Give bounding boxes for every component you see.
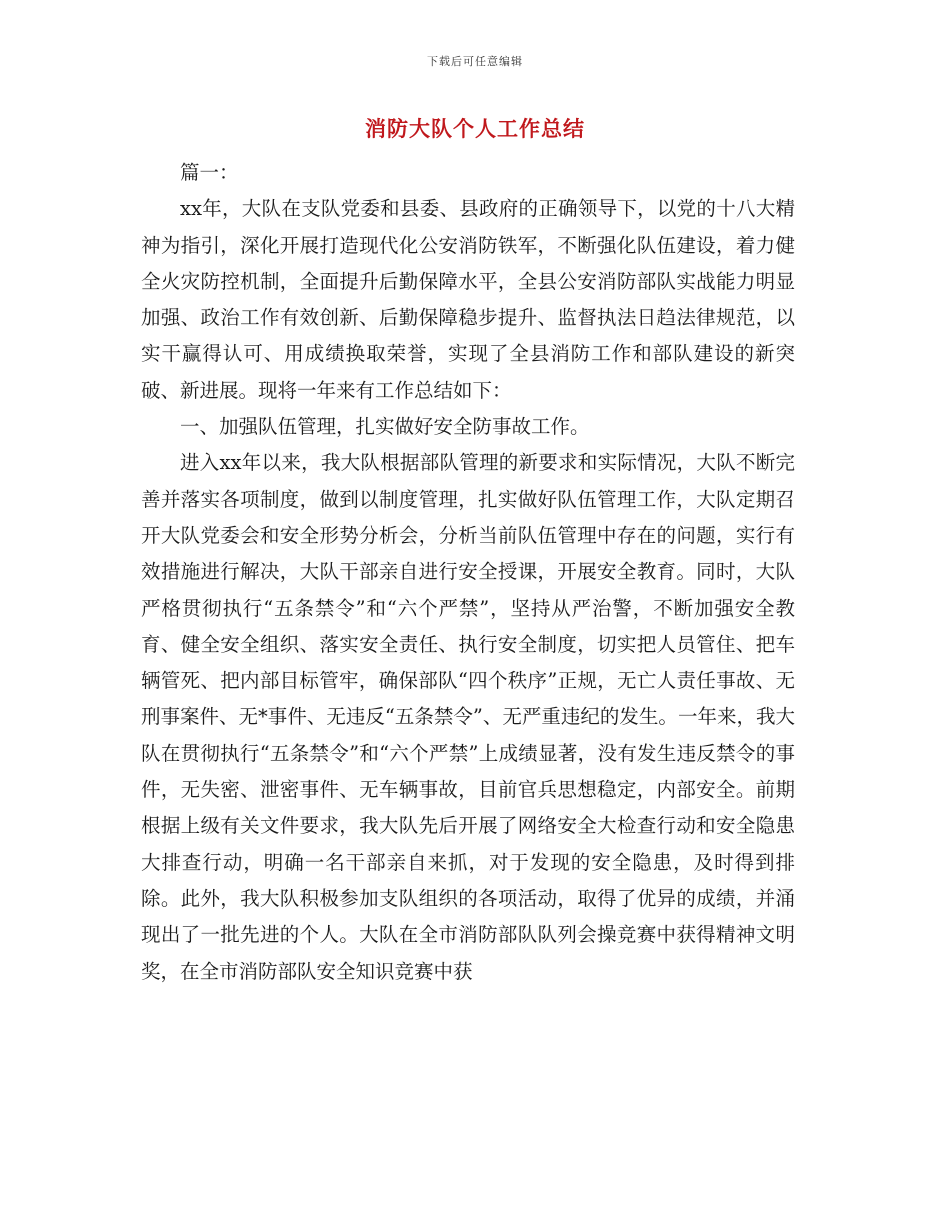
section-heading: 一、加强队伍管理，扎实做好安全防事故工作。 [180, 415, 590, 439]
section-label: 篇一： [180, 161, 239, 184]
intro-paragraph: xx年，大队在支队党委和县委、县政府的正确领导下，以党的十八大精神为指引，深化开展打造现代化公安消防铁军，不断强化队伍建设，着力健全火灾防控机制，全面提升后勤保障水平，全县公安消防部队实战能力明显加强、政治工作有效创新、后勤保障稳步提升、监督执法日趋法律规范，以实干赢得认可、用成绩换取荣誉，实现了全县消防工作和部队建设的新突破、新进展。现将一年来有工作总结如下： [141, 197, 795, 402]
body-paragraph: 进入xx年以来，我大队根据部队管理的新要求和实际情况，大队不断完善并落实各项制度，做到以制度管理，扎实做好队伍管理工作，大队定期召开大队党委会和安全形势分析会，分析当前队伍管理中存在的问题，实行有效措施进行解决，大队干部亲自进行安全授课，开展安全教育。同时，大队严格贯彻执行“五条禁令”和“六个严禁”，坚持从严治警，不断加强安全教育、健全安全组织、落实安全责任、执行安全制度，切实把人员管住、把车辆管死、把内部目标管牢，确保部队“四个秩序”正规，无亡人责任事故、无刑事案件、无*事件、无违反“五条禁令”、无严重违纪的发生。一年来，我大队在贯彻执行“五条禁令”和“六个严禁”上成绩显著，没有发生违反禁令的事件，无失密、泄密事件、无车辆事故，目前官兵思想稳定，内部安全。前期根据上级有关文件要求，我大队先后开展了网络安全大检查行动和安全隐患大排查行动，明确一名干部亲自来抓，对于发现的安全隐患，及时得到排除。此外，我大队积极参加支队组织的各项活动，取得了优异的成绩，并涌现出了一批先进的个人。大队在全市消防部队队列会操竞赛中获得精神文明奖，在全市消防部队安全知识竞赛中获 [141, 451, 795, 983]
document-body [141, 155, 795, 990]
document-title: 消防大队个人工作总结 [365, 116, 585, 141]
header-note: 下载后可任意编辑 [427, 55, 523, 68]
